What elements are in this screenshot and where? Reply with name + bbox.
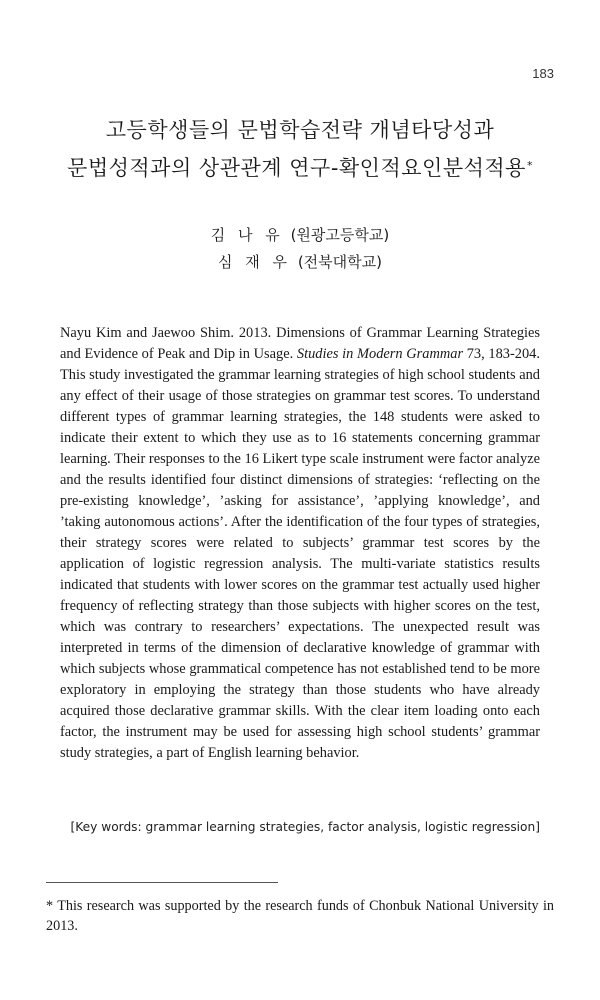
abstract: [60, 323, 540, 764]
journal-name: Studies in Modern Grammar: [296, 346, 464, 362]
author-1: [0, 222, 600, 249]
title-footnote-marker: *: [526, 159, 533, 172]
title-line-1: 고등학생들의 문법학습전략 개념타당성과: [105, 118, 495, 142]
author-1-affiliation: (원광고등학교): [290, 226, 390, 244]
author-2-affiliation: (전북대학교): [297, 253, 382, 271]
footnote: * This research was supported by the research funds of Chonbuk National University in 2013.: [46, 898, 554, 934]
footnote-divider: [46, 882, 278, 883]
author-1-name: 김 나 유: [210, 226, 284, 244]
abstract-citation: Nayu Kim and Jaewoo Shim. 2013. Dimensions of Grammar Learning Strategies and Evidence of Peak and Dip in Usage.: [60, 325, 540, 362]
abstract-body: This study investigated the grammar learning strategies of high school students and any effect of their usage of those strategies on grammar test scores. To understand different types of grammar learning strategies, the 148 students were asked to indicate their extent to which they use as to 16 statements concerning grammar learning. Their responses to the 16 Likert type scale instrument were factor analyze and the results identified four distinct dimensions of strategies: ‘reflecting on the pre-existing knowledge’, ’asking for assistance’, ’applying knowledge’, and ’taking autonomous actions’. After the identification of the four types of strategies, their strategy scores were related to subjects’ grammar test scores by the application of logistic regression analysis. The multi-variate statistics results indicated that students with lower scores on the grammar test actually used higher frequency of reflecting strategy than those subjects with higher scores on the test, which was contrary to researchers’ expectations. The unexpected result was interpreted in terms of the dimension of declarative knowledge of grammar with which subjects whose grammatical competence has not established tend to be more exploratory in employing the strategy than those students who have already acquired those declarative grammar skills. With the clear item loading onto each factor, the instrument may be used for assessing high school students’ grammar study strategies, a part of English learning behavior.: [60, 367, 540, 761]
author-2-name: 심 재 우: [218, 253, 292, 271]
author-2: [0, 249, 600, 276]
title-line-2-text: 문법성적과의 상관관계 연구-확인적요인분석적용: [67, 156, 526, 180]
keywords: [Key words: grammar learning strategies, factor analysis, logistic regression]: [70, 820, 540, 834]
title-line-2: [40, 148, 560, 186]
abstract-citation-volume: 73, 183-204.: [466, 346, 540, 362]
author-list: [0, 222, 600, 276]
paper-title: [40, 112, 560, 186]
page-number: 183: [532, 66, 554, 81]
